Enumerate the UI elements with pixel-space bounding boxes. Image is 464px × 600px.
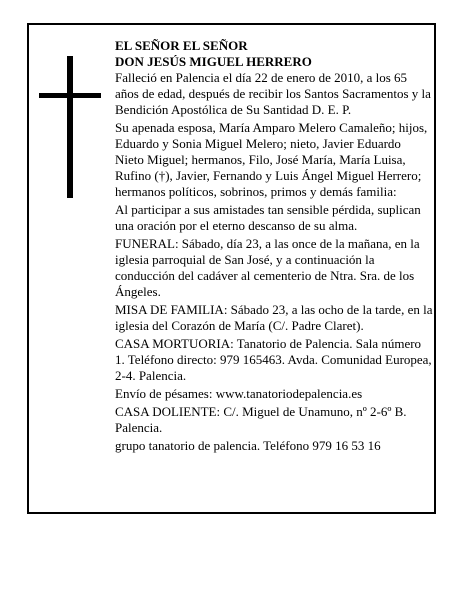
death-announcement: Falleció en Palencia el día 22 de enero de 2010, a los 65 años de edad, después de recibir los Santos Sacramentos y la Bendición Apostólica de Su Santidad D. E. P. (115, 70, 431, 117)
cross-horizontal-bar (39, 93, 101, 98)
prayer-request: Al participar a sus amistades tan sensible pérdida, suplican una oración por el eterno descanso de su alma. (115, 202, 421, 233)
heading-line-1: EL SEÑOR EL SEÑOR (115, 38, 248, 53)
funeral-home-info: CASA MORTUORIA: Tanatorio de Palencia. Sala número 1. Teléfono directo: 979 165463. Avda. Comunidad Europea, 2-4. Palencia. (115, 336, 432, 383)
condolences-info: Envío de pésames: www.tanatoriodepalencia.es (115, 386, 363, 401)
family-home-info: CASA DOLIENTE: C/. Miguel de Unamuno, nº 2-6º B. Palencia. (115, 404, 407, 435)
obituary-notice (27, 23, 436, 514)
funeral-info: FUNERAL: Sábado, día 23, a las once de la mañana, en la iglesia parroquial de San José, y a continuación la conducción del cadáver al cementerio de Ntra. Sra. de los Ángeles. (115, 236, 420, 299)
notice-text (115, 38, 433, 456)
deceased-name: DON JESÚS MIGUEL HERRERO (115, 54, 312, 69)
group-contact: grupo tanatorio de palencia. Teléfono 979 16 53 16 (115, 438, 381, 453)
cross-vertical-bar (67, 56, 73, 198)
family-mass-info: MISA DE FAMILIA: Sábado 23, a las ocho de la tarde, en la iglesia del Corazón de María (C/. Padre Claret). (115, 302, 433, 333)
family-list: Su apenada esposa, María Amparo Melero Camaleño; hijos, Eduardo y Sonia Miguel Melero; nieto, Javier Eduardo Nieto Miguel; hermanos, Filo, José María, María Luisa, Rufino (†), Javier, Fernando y Luis Ángel Miguel Herrero; hermanos políticos, sobrinos, primos y demás familia: (115, 120, 428, 199)
